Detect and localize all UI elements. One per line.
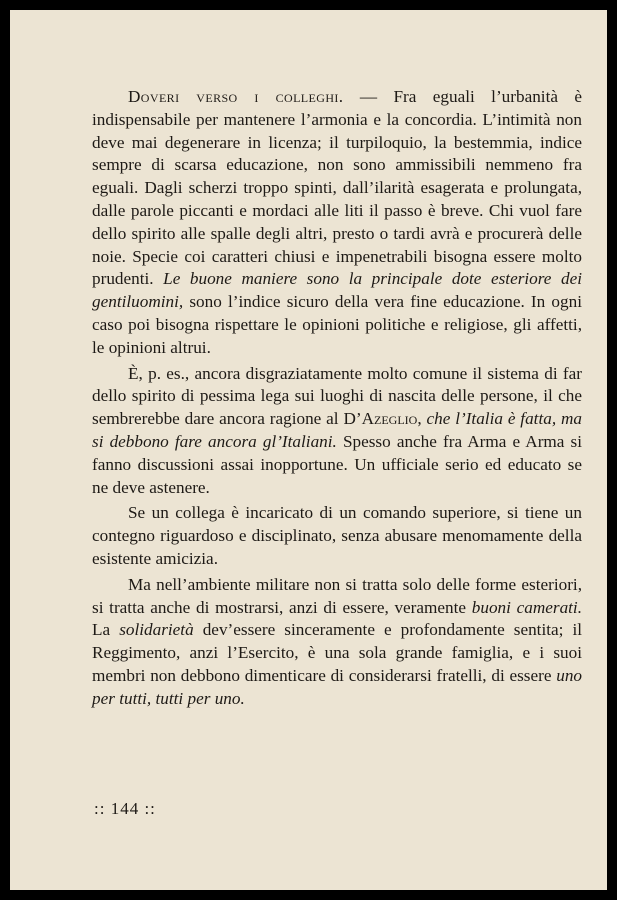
paragraph4-text-2: La (92, 620, 120, 640)
paragraph2-italic-1: che l’Italia è fatta, ma si debbono fare ancora gl’Italiani. (92, 409, 582, 451)
section-heading: Doveri verso i colleghi. (128, 87, 344, 106)
book-page (10, 10, 607, 890)
paragraph2-name: Azeglio, (361, 409, 422, 429)
paragraph4-italic-1: buoni camerati. (471, 597, 583, 617)
paragraph1-italic-1: Le buone maniere sono la principale dote esteriore dei gentiluomini, (92, 269, 582, 312)
paragraph4-italic-3: uno per tutti, tutti per uno. (92, 665, 582, 708)
body-text (92, 86, 582, 711)
paragraph1-text-2: sono l’indice sicuro della vera fine educazione. In ogni caso poi bisogna rispettare le opinioni politiche e religiose, gli affetti, le opinioni altrui. (92, 292, 582, 357)
page-number: :: 144 :: (94, 799, 156, 818)
paragraph-colleague-duties (92, 86, 582, 360)
paragraph4-text-3: dev’essere sinceramente e profondamente sentita; il Reggimento, anzi l’Esercito, è una sola grande famiglia, e i suoi membri non debbono dimenticare di considerarsi fratelli, di essere (92, 620, 582, 685)
heading-dash: — (343, 87, 394, 106)
paragraph4-text-1: Ma nell’ambiente militare non si tratta solo delle forme esteriori, si tratta anche di mostrarsi, anzi di essere, veramente (92, 574, 582, 617)
paragraph2-text-1: È, p. es., ancora disgraziatamente molto comune il sistema di far dello spirito di pessima lega sui luoghi di nascita delle persone, il che sembrerebbe dare ancora ragione al D’ (92, 363, 582, 429)
paragraph-birthplace-jokes (92, 363, 582, 500)
paragraph4-italic-2: solidarietà (119, 620, 194, 640)
paragraph2-text-2: Spesso anche fra Arma e Arma si fanno discussioni assai inopportune. Un ufficiale serio ed educato se ne deve astenere. (92, 431, 582, 497)
paragraph-superior-command: Se un collega è incaricato di un comando superiore, si tiene un contegno riguardoso e disciplinato, senza abusare menomamente della esistente amicizia. (92, 503, 582, 568)
paragraph-solidarity (92, 574, 582, 711)
paragraph1-text-1: Fra eguali l’urbanità è indispensabile per mantenere l’armonia e la concordia. L’intimità non deve mai degenerare in licenza; il turpiloquio, la bestemmia, indice sempre di scarsa educazione, non sono ammissibili nemmeno fra eguali. Dagli scherzi troppo spinti, dall’ilarità esagerata e prolungata, dalle parole piccanti e mordaci alle liti il passo è breve. Chi vuol fare dello spirito alle spalle degli altri, presto o tardi avrà e procurerà delle noie. Specie coi caratteri chiusi e impenetrabili bisogna essere molto prudenti. (92, 87, 582, 289)
